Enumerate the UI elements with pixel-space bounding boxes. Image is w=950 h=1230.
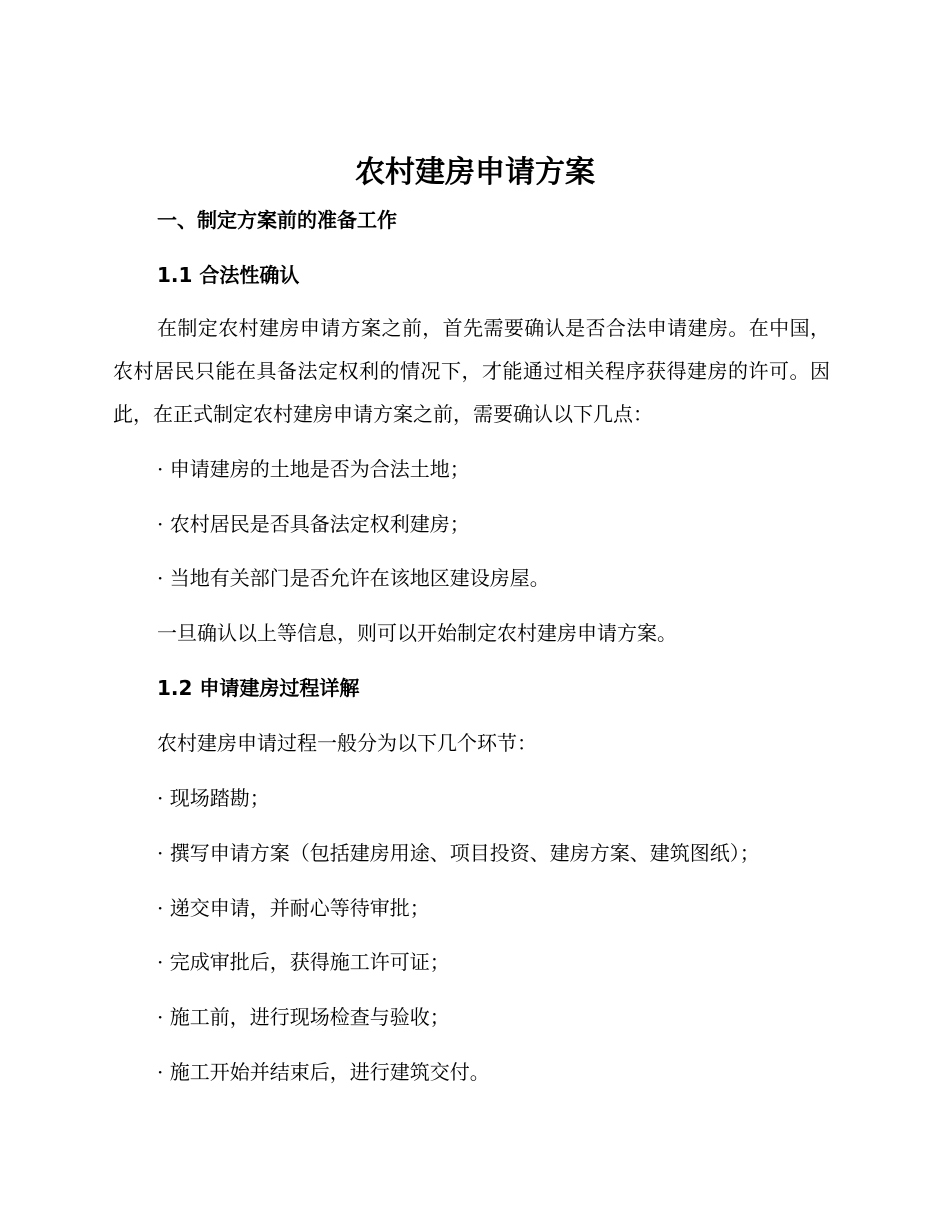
legality-bullet-item: · 当地有关部门是否允许在该地区建设房屋。 xyxy=(157,566,550,590)
legality-conclusion: 一旦确认以上等信息，则可以开始制定农村建房申请方案。 xyxy=(157,621,677,645)
process-intro: 农村建房申请过程一般分为以下几个环节： xyxy=(157,731,537,755)
subsection-heading-legality: 1.1 合法性确认 xyxy=(157,263,300,287)
legality-bullet-item: · 农村居民是否具备法定权利建房； xyxy=(157,512,470,536)
process-bullet-item: · 施工前，进行现场检查与验收； xyxy=(157,1005,450,1029)
section-heading-preparation: 一、制定方案前的准备工作 xyxy=(157,208,397,232)
document-title: 农村建房申请方案 xyxy=(355,155,595,190)
legality-bullet-item: · 申请建房的土地是否为合法土地； xyxy=(157,457,470,481)
process-bullet-item: · 递交申请，并耐心等待审批； xyxy=(157,896,430,920)
process-bullet-item: · 施工开始并结束后，进行建筑交付。 xyxy=(157,1060,490,1084)
subsection-heading-process: 1.2 申请建房过程详解 xyxy=(157,676,360,700)
legality-paragraph: 在制定农村建房申请方案之前，首先需要确认是否合法申请建房。在中国，农村居民只能在具备法定权利的情况下，才能通过相关程序获得建房的许可。因此，在正式制定农村建房申请方案之前，需要确认以下几点： xyxy=(113,316,830,426)
process-bullet-item: · 撰写申请方案（包括建房用途、项目投资、建房方案、建筑图纸）； xyxy=(157,841,760,865)
process-bullet-item: · 完成审批后，获得施工许可证； xyxy=(157,950,450,974)
process-bullet-item: · 现场踏勘； xyxy=(157,786,270,810)
